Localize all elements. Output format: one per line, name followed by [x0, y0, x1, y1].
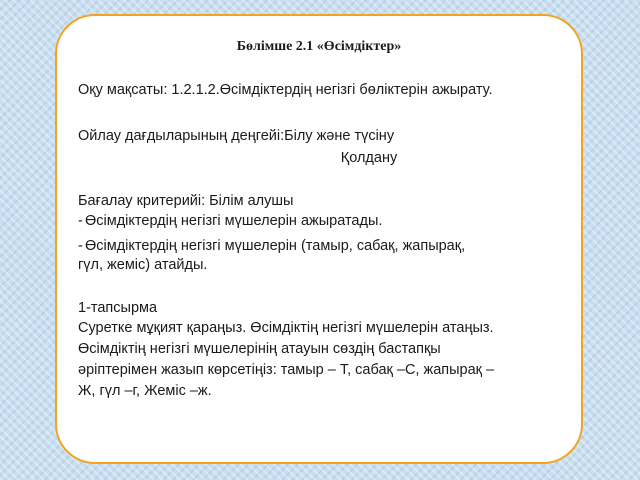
- content-card: [55, 14, 583, 464]
- thinking-level-extra: Қолдану: [340, 150, 398, 166]
- bullet-marker: -: [78, 238, 83, 254]
- criteria-item: [78, 212, 382, 230]
- task-line: Суретке мұқият қараңыз. Өсімдіктің негізгі мүшелерін атаңыз.: [78, 320, 494, 336]
- task-line: Ж, гүл –г, Жеміс –ж.: [78, 383, 212, 399]
- bullet-marker: -: [78, 213, 83, 229]
- criteria-text: Өсімдіктердің негізгі мүшелерін ажыратады.: [85, 213, 383, 229]
- criteria-item: [78, 237, 465, 255]
- criteria-header: Бағалау критерийі: Білім алушы: [78, 193, 294, 209]
- thinking-level: Ойлау дағдыларының деңгейі:Білу және түсіну: [78, 128, 395, 144]
- learning-objective: Оқу мақсаты: 1.2.1.2.Өсімдіктердің негізгі бөліктерін ажырату.: [78, 82, 493, 98]
- section-title: Бөлімше 2.1 «Өсімдіктер»: [236, 39, 402, 54]
- criteria-item-continued: гүл, жеміс) атайды.: [78, 257, 208, 273]
- criteria-text: Өсімдіктердің негізгі мүшелерін (тамыр, сабақ, жапырақ,: [85, 238, 466, 254]
- task-title: 1-тапсырма: [78, 300, 158, 316]
- task-line: Өсімдіктің негізгі мүшелерінің атауын сөздің бастапқы: [78, 341, 441, 357]
- task-line: әріптерімен жазып көрсетіңіз: тамыр – Т, сабақ –С, жапырақ –: [78, 362, 495, 378]
